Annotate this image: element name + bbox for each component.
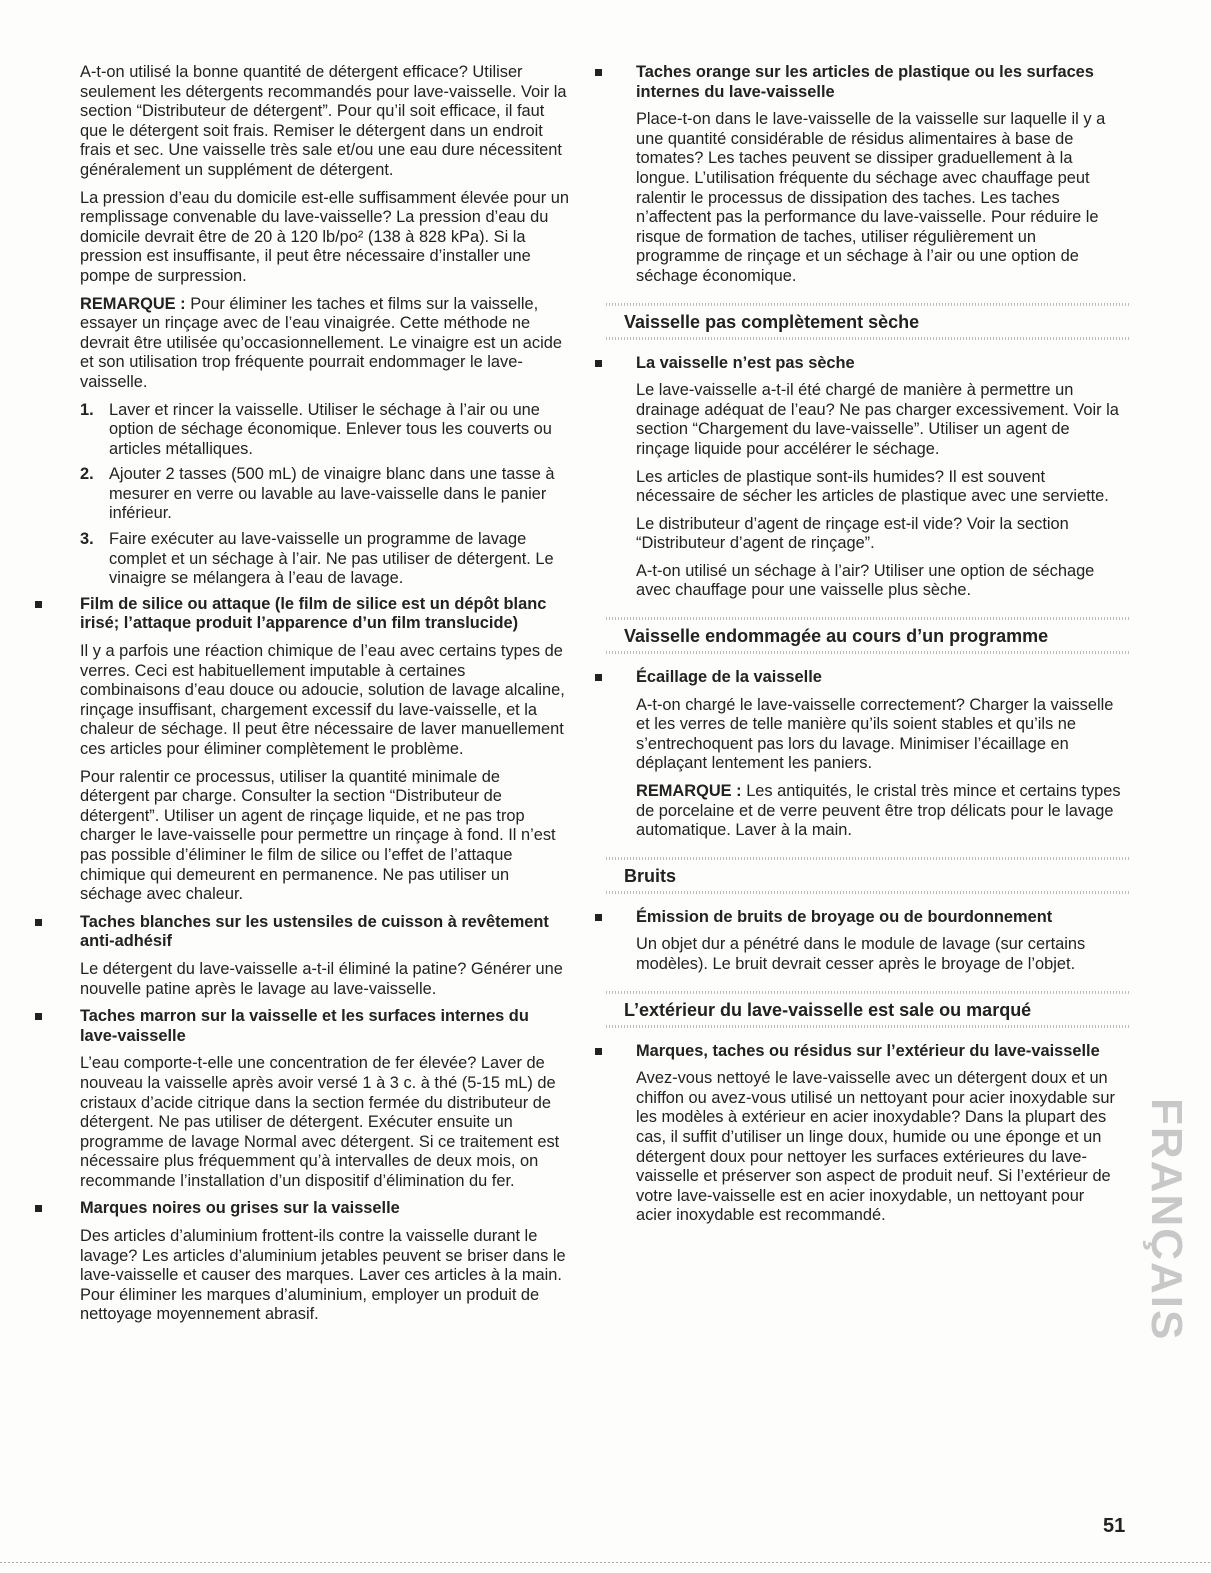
step-text: Laver et rincer la vaisselle. Utiliser le séchage à l’air ou une option de séchage économique. Enlever tous les couverts ou articles métalliques.: [109, 400, 552, 458]
note-paragraph: [636, 782, 1124, 841]
issue-paragraph: A-t-on utilisé un séchage à l’air? Utiliser une option de séchage avec chauffage pour une vaisselle plus sèche.: [636, 561, 1095, 600]
issue-item: [80, 1199, 569, 1325]
issue-item: [606, 908, 1124, 975]
square-bullet-icon: [35, 919, 42, 926]
issue-title: Écaillage de la vaisselle: [636, 668, 822, 687]
issue-title: Taches blanches sur les ustensiles de cuisson à revêtement anti-adhésif: [80, 912, 549, 951]
issue-item: [606, 668, 1124, 841]
section-heading: L’extérieur du lave-vaisselle est sale ou marqué: [606, 991, 1124, 1028]
step-text: Ajouter 2 tasses (500 mL) de vinaigre blanc dans une tasse à mesurer en verre ou lavable au lave-vaisselle dans le panier inférieur.: [109, 465, 555, 523]
issue-paragraph: A-t-on chargé le lave-vaisselle correctement? Charger la vaisselle et les verres de telle manière qu’ils soient stables et qu’ils ne s’entrechoquent pas lors du lavage. Minimiser l’écaillage en déplaçant lentement les paniers.: [636, 695, 1114, 773]
issue-paragraph: Le détergent du lave-vaisselle a-t-il éliminé la patine? Générer une nouvelle patine après le lavage au lave-vaisselle.: [80, 959, 563, 998]
vinegar-steps: [80, 401, 569, 589]
issue-paragraph: Pour ralentir ce processus, utiliser la quantité minimale de détergent par charge. Consulter la section “Distributeur de détergent”. Utiliser un agent de rinçage liquide, et ne pas trop charger le lave-vaisselle pour permettre un rinçage à fond. Il n’est pas possible d’éliminer le film de silice ou l’effet de l’attaque chimique qui demeurent en permanence. Ne pas utiliser un séchage avec chaleur.: [80, 767, 556, 904]
issue-paragraph: Il y a parfois une réaction chimique de l’eau avec certains types de verres. Ceci est habituellement imputable à certaines combinaisons d’eau douce ou adoucie, solution de lavage alcaline, rinçage insuffisant, chargement excessif du lave-vaisselle, et la chaleur de séchage. Il peut être nécessaire de laver manuellement ces articles pour éliminer complètement le problème.: [80, 642, 565, 758]
language-side-tab: [1141, 1085, 1191, 1355]
square-bullet-icon: [595, 674, 602, 681]
step-item: [80, 465, 569, 524]
issue-paragraph: Des articles d’aluminium frottent-ils contre la vaisselle durant le lavage? Les articles d’aluminium jetables peuvent se briser dans le lave-vaisselle et causer des marques. Laver ces articles à la main. Pour éliminer les marques d’aluminium, employer un produit de nettoyage moyennement abrasif.: [80, 1227, 566, 1324]
square-bullet-icon: [35, 1205, 42, 1212]
issue-title: Émission de bruits de broyage ou de bourdonnement: [636, 907, 1053, 926]
issue-item: [606, 354, 1124, 602]
intro-paragraph: A-t-on utilisé la bonne quantité de détergent efficace? Utiliser seulement les détergents recommandés pour lave-vaisselle. Voir la section “Distributeur de détergent”. Pour qu’il soit efficace, il faut que le détergent soit frais. Remiser le détergent dans un endroit frais et sec. Une vaisselle très sale et/ou une eau dure nécessitent généralement un supplément de détergent.: [80, 63, 567, 179]
issue-paragraph: Les articles de plastique sont-ils humides? Il est souvent nécessaire de sécher les articles de plastique avec une serviette.: [636, 467, 1109, 506]
page-number: 51: [1103, 1515, 1126, 1537]
issue-title: La vaisselle n’est pas sèche: [636, 353, 855, 372]
language-label: FRANÇAIS: [1141, 1098, 1191, 1342]
square-bullet-icon: [35, 1013, 42, 1020]
note-text: Les antiquités, le cristal très mince et certains types de porcelaine et de verre peuvent être trop délicats pour le lavage automatique. Laver à la main.: [636, 782, 1121, 840]
issue-title: Marques noires ou grises sur la vaisselle: [80, 1199, 400, 1218]
issue-paragraph: L’eau comporte-t-elle une concentration de fer élevée? Laver de nouveau la vaisselle après avoir versé 1 à 3 c. à thé (5-15 mL) de cristaux d’acide citrique dans la section fermée du distributeur de détergent. Ne pas utiliser de détergent. Exécuter ensuite un programme de lavage Normal avec détergent. Si ce traitement est nécessaire plus fréquemment qu’à intervalles de deux mois, on recommande l’installation d’un dispositif d’élimination du fer.: [80, 1054, 560, 1190]
note-text: Pour éliminer les taches et films sur la vaisselle, essayer un rinçage avec de l’eau vinaigrée. Cette méthode ne devrait être utilisée qu’occasionnellement. Le vinaigre est un acide et son utilisation trop fréquente pourrait endommager le lave-vaisselle.: [80, 294, 562, 391]
square-bullet-icon: [35, 601, 42, 608]
issue-title: Marques, taches ou résidus sur l’extérieur du lave-vaisselle: [636, 1041, 1100, 1060]
square-bullet-icon: [595, 69, 602, 76]
right-column: [606, 63, 1124, 1234]
issue-paragraph: Le lave-vaisselle a-t-il été chargé de manière à permettre un drainage adéquat de l’eau? Ne pas charger excessivement. Voir la section “Chargement du lave-vaisselle”. Utiliser un agent de rinçage liquide pour accélérer le séchage.: [636, 381, 1119, 458]
issue-item: [606, 63, 1124, 287]
intro-paragraph: La pression d’eau du domicile est-elle suffisamment élevée pour un remplissage convenable du lave-vaisselle? La pression d’eau du domicile devrait être de 20 à 120 lb/po² (138 à 828 kPa). Si la pression est insuffisante, il peut être nécessaire d’installer une pompe de surpression.: [80, 188, 569, 285]
bottom-divider: [0, 1562, 1211, 1563]
section-heading: Vaisselle endommagée au cours d’un programme: [606, 617, 1124, 654]
issue-item: [80, 913, 569, 999]
step-number: 3.: [80, 530, 94, 549]
step-text: Faire exécuter au lave-vaisselle un programme de lavage complet et un séchage à l’air. Ne pas utiliser de détergent. Le vinaigre se mélangera à l’eau de lavage.: [109, 530, 554, 588]
issue-paragraph: Un objet dur a pénétré dans le module de lavage (sur certains modèles). Le bruit devrait cesser après le broyage de l’objet.: [636, 935, 1086, 973]
issue-paragraph: Place-t-on dans le lave-vaisselle de la vaisselle sur laquelle il y a une quantité considérable de résidus alimentaires à base de tomates? Les taches peuvent se dissiper graduellement à la longue. L’utilisation fréquente du séchage avec chauffage peut ralentir le processus de dissipation des taches. Les taches n’affectent pas la performance du lave-vaisselle. Pour réduire le risque de formation de taches, utiliser régulièrement un programme de rinçage et un séchage à l’air ou une option de séchage économique.: [636, 110, 1106, 285]
issue-item: [80, 595, 569, 905]
issue-item: [606, 1042, 1124, 1226]
section-heading: Vaisselle pas complètement sèche: [606, 303, 1124, 340]
step-item: [80, 530, 569, 589]
square-bullet-icon: [595, 1048, 602, 1055]
note-label: REMARQUE :: [80, 294, 186, 313]
note-paragraph: [80, 295, 569, 393]
section-heading: Bruits: [606, 857, 1124, 894]
left-column: [80, 63, 569, 1333]
issue-title: Taches marron sur la vaisselle et les surfaces internes du lave-vaisselle: [80, 1007, 529, 1045]
step-number: 1.: [80, 400, 94, 419]
issue-title: Taches orange sur les articles de plastique ou les surfaces internes du lave-vaisselle: [636, 63, 1094, 101]
issue-title: Film de silice ou attaque (le film de silice est un dépôt blanc irisé; l’attaque produit l’apparence d’un film translucide): [80, 594, 547, 633]
square-bullet-icon: [595, 914, 602, 921]
issue-paragraph: Le distributeur d’agent de rinçage est-il vide? Voir la section “Distributeur d’agent de rinçage”.: [636, 514, 1069, 553]
issue-paragraph: Avez-vous nettoyé le lave-vaisselle avec un détergent doux et un chiffon ou avez-vous utilisé un nettoyant pour acier inoxydable sur les modèles à extérieur en acier inoxydable? Dans la plupart des cas, il suffit d’utiliser un linge doux, humide ou une éponge et un détergent doux pour nettoyer les surfaces extérieures du lave-vaisselle et préserver son aspect de produit neuf. Si l’extérieur de votre lave-vaisselle est en acier inoxydable, un nettoyant pour acier inoxydable est recommandé.: [636, 1069, 1115, 1225]
note-label: REMARQUE :: [636, 782, 742, 801]
square-bullet-icon: [595, 360, 602, 367]
issue-item: [80, 1007, 569, 1191]
step-item: [80, 401, 569, 460]
step-number: 2.: [80, 465, 94, 484]
